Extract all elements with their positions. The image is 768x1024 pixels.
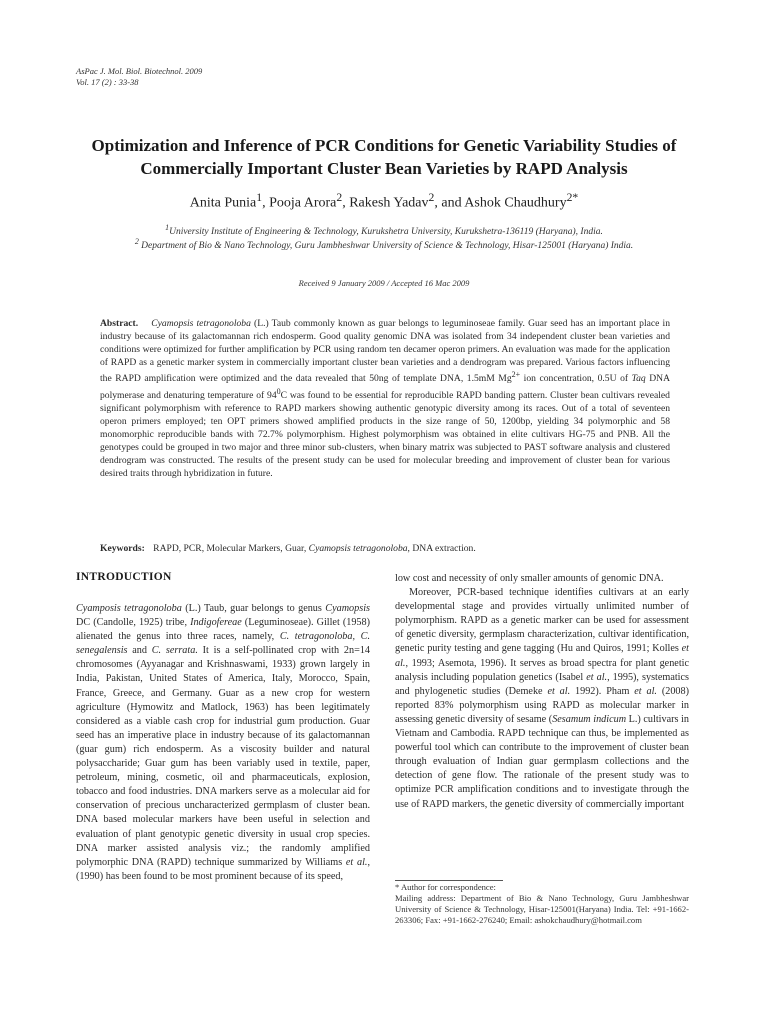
affiliation-text: Department of Bio & Nano Technology, Guru Jambheshwar University of Science & Technology, Hisar-125001 (Haryana) India. [141, 241, 634, 252]
author-affiliation-mark: 2 [428, 191, 435, 204]
footnote-line: Mailing address: Department of Bio & Nano Technology, Guru Jambheshwar University of Science & Technology, Hisar-125001(Haryana) India. Tel: +91-1662-263306; Fax: +91-1662-276240; Email: ashokchaudhury@hotmail.com [395, 892, 689, 925]
body-text: It is a self-pollinated crop with 2n=14 chromosomes (Ayyanagar and Krishnaswami, 1933) grown largely in India, Pakistan, United States of America, Italy, Morocco, Spain, France, Greece, and Germany. Guar as a new crop for western agriculture (Hymowitz and Matlock, 1963) has been legitimately considered as a viable cash crop for industrial gum production. Guar seed has an imperative place in industry because of its galactomannan (guar gum) rich endosperm. As a viscosity builder and natural polysaccharide; Guar gum has been variably used in textile, paper, petroleum, mining, cosmetic, oil and pharmaceuticals, explosion, tobacco and food industries. DNA markers serve as a molecular aid for conservation of precious uncharacterized germplasm of cluster bean. DNA based molecular markers have been useful in selection and evaluation of plant genotypic genetic diversity in usual crop species. DNA marker assisted analysis viz.; the randomly amplified polymorphic DNA (RAPD) technique summarized by Williams [76, 645, 371, 868]
body-text: DC (Candolle, 1925) tribe, [76, 617, 191, 629]
author-affiliation-mark: 2 [336, 191, 343, 204]
italic-term: et al. [634, 685, 657, 697]
right-column [395, 572, 689, 812]
body-text: , 1995), systematics and phylogenetic studies (Demeke [395, 671, 689, 697]
abstract-text: DNA polymerase and denaturing temperature of 94 [100, 373, 670, 402]
author-affiliation-mark: 1 [256, 191, 263, 204]
species-name: Sesamum indicum [552, 713, 627, 725]
body-text: Moreover, PCR-based technique identifies cultivars at an early developmental stage and provides virtually unlimited number of polymorphism. RAPD as a genetic marker can be used for assessment of genetic diversity, germplasm characterization, cultivar identification, genetic purity testing and gene tagging (Hu and Quiros, 1991; Kolles [395, 587, 689, 655]
article-title [40, 134, 728, 180]
italic-term: C. serrata. [151, 645, 198, 657]
affiliation-2 [40, 236, 728, 252]
italic-term: et al. [395, 643, 689, 669]
italic-term: C. tetragonoloba, C. senegalensis [76, 631, 370, 657]
title-line-2: Commercially Important Cluster Bean Varieties by RAPD Analysis [140, 159, 628, 178]
affiliation-mark: 1 [165, 223, 170, 232]
author-list: Anita Punia$^1$, Pooja Arora$^2$, Rakesh Yadav$^2$, and Ashok Chaudhury$^{2*}$ [189, 191, 579, 211]
body-text: , 1993; Asemota, 1996). It serves as broad spectra for plant genetic analysis including population genetics (Isabel [395, 657, 689, 683]
abstract-text: (L.) Taub commonly known as guar belongs to leguminoseae family. Guar seed has an important place in industry because of its galactomannan rich endosperm. Good quality genomic DNA was isolated from 34 independent cluster bean varieties and conditions were optimized for further amplification by PCR using random ten decamer operon primers. An evaluation was made for the application of RAPD as a genetic marker system in commercially important cluster bean varieties and a dendrogram was prepared. Various factors influencing the RAPD amplification were optimized and the data revealed that 50ng of template DNA, 1.5mM Mg [100, 318, 671, 385]
affiliation-text: University Institute of Engineering & Technology, Kurukshetra University, Kurukshetra-136119 (Haryana), India. [169, 227, 603, 238]
superscript: 2+ [511, 370, 521, 380]
footnote-divider [395, 880, 503, 881]
body-text: and [127, 645, 152, 657]
keywords [100, 542, 670, 555]
affiliation-mark: 2 [134, 237, 139, 246]
italic-term: et al. [586, 671, 608, 683]
received-accepted-dates: Received 9 January 2009 / Accepted 16 Mac 2009 [298, 278, 470, 288]
abstract-text: C was found to be essential for reproducible RAPD banding pattern. Cluster bean cultivars revealed significant polymorphism with reference to RAPD markers showing authentic genotypic diversity among its races. Out of a total of seventeen operon primers employed; ten OPT primers showed amplified products in the size range of 50, 1200bp, yielding 34 polymorphic and 58 monomorphic reproducible bands with 72.7% polymorphism. Highest polymorphism was obtained in elite cultivars HG-75 and PNB. All the genotypes could be grouped in two major and three minor sub-clusters, when binary matrix was subjected to PAST software analysis and clustered dendrogram was constructed. The results of the present study can be used for molecular breeding and improvement of cluster bean for various desired traits through hybridization in future. [100, 390, 670, 479]
italic-term: Taq [631, 373, 646, 385]
body-text: (L.) Taub, guar belongs to genus [181, 603, 326, 614]
journal-volume: Vol. 17 (2) : 33-38 [76, 77, 139, 87]
journal-name: AsPac J. Mol. Biol. Biotechnol. 2009 [76, 66, 203, 76]
journal-citation [76, 66, 202, 88]
species-name: Cyamopsis tetragonoloba [308, 543, 408, 554]
species-name: Cyamopsis tetragonoloba [151, 318, 251, 329]
footnote-line: * Author for correspondence: [395, 882, 496, 892]
author-name: Anita Punia [189, 195, 257, 211]
body-text: (2008) reported 83% polymorphism using RAPD as molecular marker in assessing genetic diversity of sesame ( [395, 685, 689, 725]
abstract-label: Abstract. [100, 318, 139, 329]
keywords-text: RAPD, PCR, Molecular Markers, Guar, [153, 543, 309, 554]
section-heading: INTRODUCTION [76, 571, 172, 583]
body-text: , (1990) has been found to be most prominent because of its speed, [76, 856, 370, 882]
title-line-1: Optimization and Inference of PCR Conditions for Genetic Variability Studies of [91, 136, 677, 155]
species-name: Cyamposis tetragonoloba [76, 603, 182, 614]
paragraph [395, 586, 689, 812]
italic-term: et al. [547, 685, 571, 697]
correspondence-footnote [395, 882, 689, 926]
body-text: 1992). Pham [570, 685, 635, 697]
author-name: Pooja Arora [269, 195, 337, 211]
abstract [100, 318, 670, 481]
italic-term: et al. [345, 856, 368, 868]
keywords-text: , DNA extraction. [407, 543, 476, 554]
paragraph: low cost and necessity of only smaller amounts of genomic DNA. [395, 573, 664, 584]
body-text: (Leguminoseae). Gillet (1958) alienated the genus into three races, namely, [76, 617, 370, 643]
keywords-label: Keywords: [100, 543, 145, 554]
author-affiliation-mark: 2* [566, 191, 579, 204]
author-name: and Ashok Chaudhury [441, 195, 567, 211]
body-text: L.) cultivars in Vietnam and Cambodia. RAPD technique can thus, be implemented as powerful tool which can contribute to the improvement of cluster bean through evaluation of Indian guar germplasm collections and the detection of gene flow. The rationale of the present study was to optimize PCR amplification conditions and to investigate through the use of RAPD markers, the genetic diversity of commercially important [395, 713, 689, 810]
left-column [76, 602, 370, 884]
italic-term: Indigofereae [190, 617, 242, 629]
abstract-text: ion concentration, 0.5U of [520, 373, 632, 385]
italic-term: Cyamopsis [325, 603, 370, 614]
paragraph [76, 602, 370, 884]
author-name: Rakesh Yadav [349, 195, 429, 211]
superscript: 0 [276, 387, 281, 397]
